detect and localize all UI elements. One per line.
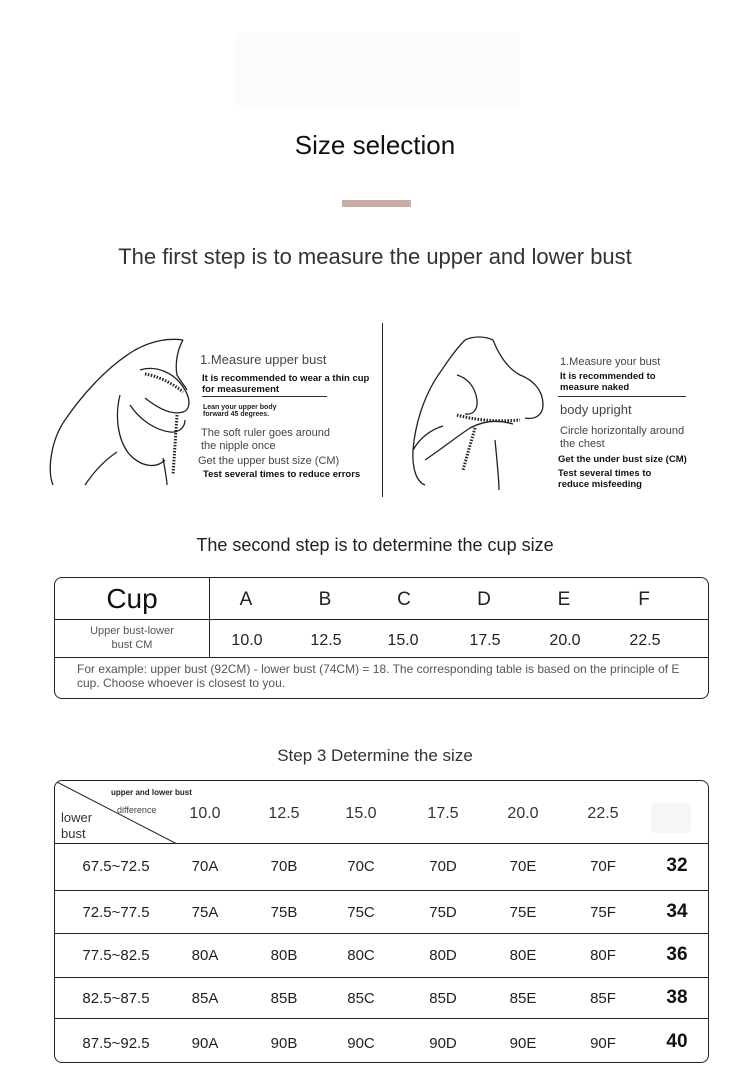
right-note-divider xyxy=(558,396,686,397)
step3-heading: Step 3 Determine the size xyxy=(277,746,473,765)
page-title: Size selection xyxy=(294,130,456,160)
lower-bust-range: 67.5~72.5 xyxy=(82,858,150,875)
size-cell: 90D xyxy=(429,1035,457,1052)
cup-difference-row xyxy=(55,620,708,658)
size-cell: 85C xyxy=(347,990,375,1007)
size-cell: 90B xyxy=(270,1035,298,1052)
header-lower-line1: lower xyxy=(61,810,93,825)
tape-measure-tail xyxy=(173,415,177,475)
difference-label xyxy=(55,624,209,652)
left-note-text3: Get the upper bust size (CM) xyxy=(198,455,340,467)
shoulder-line xyxy=(176,340,187,390)
tape-measure xyxy=(457,415,520,421)
step2-heading: The second step is to determine the cup size xyxy=(196,535,554,555)
cup-example-note: For example: upper bust (92CM) - lower bust (74CM) = 18. The corresponding table is based on the principle of E cup. Choose whoever is closest to you. xyxy=(77,662,680,690)
band-size: 36 xyxy=(666,944,688,965)
left-note-bold1: It is recommended to wear a thin cup xyxy=(202,373,370,384)
right-note-text2: the chest xyxy=(560,438,605,450)
header-difference-value: 10.0 xyxy=(189,805,221,822)
size-cell: 80A xyxy=(191,947,219,964)
ruler-hang-line xyxy=(163,458,167,485)
neck-line xyxy=(465,337,493,340)
size-cell: 80C xyxy=(347,947,375,964)
right-note-bold4: Test several times to xyxy=(558,468,652,479)
lower-bust-range: 82.5~87.5 xyxy=(82,990,150,1007)
table-row xyxy=(55,934,708,978)
table-row xyxy=(55,1019,708,1063)
cup-letter: D xyxy=(477,589,491,610)
right-note-bold3: Get the under bust size (CM) xyxy=(558,454,687,465)
header-lower-line2: bust xyxy=(61,826,86,841)
band-size: 32 xyxy=(666,855,688,876)
elbow-line xyxy=(413,426,443,450)
lower-body-line xyxy=(85,452,117,485)
right-note-bold5: reduce misfeeding xyxy=(558,479,642,490)
cup-letter: F xyxy=(638,589,650,610)
left-note-small2: forward 45 degrees. xyxy=(203,411,270,418)
right-note-bold2: measure naked xyxy=(560,382,630,393)
cup-letter: A xyxy=(239,589,253,610)
size-cell: 90C xyxy=(347,1035,375,1052)
torso-line xyxy=(495,440,499,490)
band-size: 34 xyxy=(666,901,688,922)
size-cell: 75C xyxy=(347,904,375,921)
right-note-bold1: It is recommended to xyxy=(560,371,656,382)
cup-letter: B xyxy=(318,589,332,610)
size-chart-table xyxy=(54,780,709,1063)
left-arm-line xyxy=(413,340,465,485)
size-cell: 80B xyxy=(270,947,298,964)
band-size: 40 xyxy=(666,1031,688,1052)
left-note-bold2: for measurement xyxy=(202,384,280,395)
left-note-divider xyxy=(202,396,327,397)
size-cell: 70C xyxy=(347,858,375,875)
size-cell: 70F xyxy=(590,858,616,875)
size-cell: 85F xyxy=(590,990,616,1007)
size-cell: 80F xyxy=(590,947,616,964)
lower-bust-range: 77.5~82.5 xyxy=(82,947,150,964)
header-lower-bust-label xyxy=(61,810,92,842)
header-difference-value: 17.5 xyxy=(427,805,459,822)
tape-measure-tail xyxy=(463,428,475,470)
size-cell: 90E xyxy=(509,1035,537,1052)
size-cell: 75B xyxy=(270,904,298,921)
bust-curve xyxy=(140,368,189,412)
header-difference-value: 20.0 xyxy=(507,805,539,822)
header-difference-value: 12.5 xyxy=(268,805,300,822)
right-note-text1: Circle horizontally around xyxy=(560,425,685,437)
cup-column-divider xyxy=(209,578,210,658)
size-cell: 75A xyxy=(191,904,219,921)
header-difference-value: 22.5 xyxy=(587,805,619,822)
cup-letter: C xyxy=(397,589,411,610)
right-note-head2: body upright xyxy=(560,402,632,417)
left-note-text2: the nipple once xyxy=(201,440,276,452)
arm-line xyxy=(117,395,165,465)
cup-difference-value: 15.0 xyxy=(387,632,419,649)
left-breast-line xyxy=(457,375,477,414)
size-cell: 70B xyxy=(270,858,298,875)
illustration-divider xyxy=(382,323,383,497)
cup-difference-value: 17.5 xyxy=(469,632,501,649)
cup-letter-row xyxy=(55,578,708,620)
size-cell: 90A xyxy=(191,1035,219,1052)
title-accent-bar xyxy=(342,200,411,207)
header-difference-label: difference xyxy=(117,805,157,815)
table-row xyxy=(55,978,708,1019)
size-cell: 85A xyxy=(191,990,219,1007)
under-bust-illustration xyxy=(395,320,715,500)
difference-label-line2: bust CM xyxy=(111,639,153,651)
header-difference-value: 15.0 xyxy=(345,805,377,822)
size-cell: 80E xyxy=(509,947,537,964)
table-row xyxy=(55,844,708,891)
size-cell: 75F xyxy=(590,904,616,921)
table-row xyxy=(55,891,708,934)
lower-bust-range: 72.5~77.5 xyxy=(82,904,150,921)
cup-difference-value: 22.5 xyxy=(629,632,661,649)
left-note-small1: Lean your upper body xyxy=(203,404,277,411)
size-cell: 70A xyxy=(191,858,219,875)
cup-difference-value: 12.5 xyxy=(310,632,342,649)
right-breast-line xyxy=(493,340,543,418)
step1-heading: The first step is to measure the upper and lower bust xyxy=(118,244,632,269)
left-note-text1: The soft ruler goes around xyxy=(201,427,331,439)
size-cell: 90F xyxy=(590,1035,616,1052)
lower-bust-range: 87.5~92.5 xyxy=(82,1035,150,1052)
right-note-head: 1.Measure your bust xyxy=(560,356,661,368)
header-upper-lower-label: upper and lower bust xyxy=(111,788,192,797)
size-cell: 70D xyxy=(429,858,457,875)
torso-back-line xyxy=(50,339,183,485)
cup-difference-value: 10.0 xyxy=(231,632,263,649)
left-note-bold3: Test several times to reduce errors xyxy=(203,469,361,480)
size-cell: 85D xyxy=(429,990,457,1007)
cup-size-table xyxy=(54,577,709,699)
difference-label-line1: Upper bust-lower xyxy=(90,625,174,637)
band-size: 38 xyxy=(666,987,688,1008)
cup-difference-value: 20.0 xyxy=(549,632,581,649)
size-cell: 70E xyxy=(509,858,537,875)
header-blurred-mark xyxy=(651,803,691,833)
size-cell: 80D xyxy=(429,947,457,964)
size-cell: 75E xyxy=(509,904,537,921)
size-cell: 85E xyxy=(509,990,537,1007)
cup-letter: E xyxy=(557,589,571,610)
size-table-header xyxy=(55,781,708,844)
size-cell: 85B xyxy=(270,990,298,1007)
size-cell: 75D xyxy=(429,904,457,921)
left-note-head: 1.Measure upper bust xyxy=(200,352,327,367)
cup-header: Cup xyxy=(106,583,158,614)
top-banner-placeholder xyxy=(235,32,520,107)
